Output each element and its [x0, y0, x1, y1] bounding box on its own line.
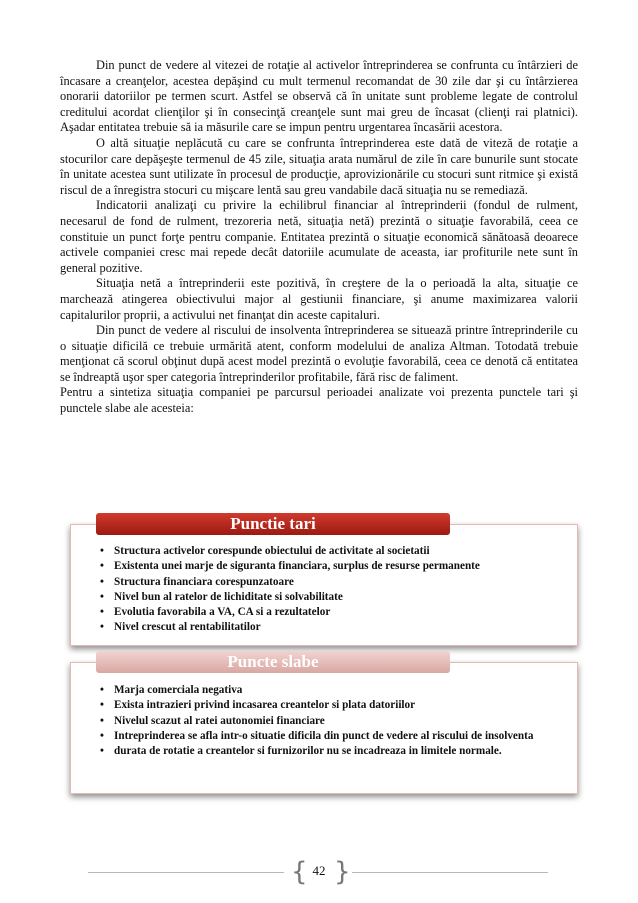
page-number: 42: [312, 863, 326, 878]
list-item: • Structura activelor corespunde obiectului de activitate al societatii: [100, 544, 560, 559]
footer-divider-right: [352, 872, 548, 873]
list-item: • durata de rotatie a creantelor si furnizorilor nu se incadreaza in limitele normale.: [100, 744, 560, 759]
body-text: [60, 58, 578, 417]
paragraph-insolvency-risk: Din punct de vedere al riscului de insolventa întreprinderea se situează printre întreprinderile cu o situaţie dificilă ce trebuie urmărită atent, conform modelului de analiza Altman. Totodată trebuie menţionat că scorul obţinut după acest model prezintă o evoluţie favorabilă, ceea ce denotă că entitatea se îndreaptă uşor sper categoria întreprinderilor profitabile, fără risc de faliment.: [60, 323, 578, 384]
list-item: • Evolutia favorabila a VA, CA si a rezultatelor: [100, 605, 560, 620]
weaknesses-list: [100, 683, 560, 759]
footer-brace-right: }: [334, 857, 351, 887]
list-item: • Structura financiara corespunzatoare: [100, 575, 560, 590]
weaknesses-title: Puncte slabe: [96, 651, 450, 673]
paragraph-rotation-stocks: O altă situaţie neplăcută cu care se confrunta întreprinderea este dată de viteză de rotaţie a stocurilor care depăşeşte termenul de 45 zile, situaţia arata numărul de zile în care bunurile sunt stocate în unitate acestea sunt utilizate în procesul de producţie, aprovizionările cu stocuri sunt ritmice şi există riscul de a înregistra stocuri cu mişcare lentă sau greu vandabile dacă situaţia nu se remediază.: [60, 135, 578, 197]
paragraph-financial-balance: Indicatorii analizaţi cu privire la echilibrul financiar al întreprinderii (fondul de rulment, necesarul de fond de rulment, trezoreria netă, situaţia netă) prezintă o situaţie favorabilă, ceea ce constituie un punct forţe pentru companie. Entitatea prezintă o situaţie economică sănătoasă deoarece activele companiei cresc mai repede decât datoriile acumulate de aceasta, iar profiturile nete sunt în general pozitive.: [60, 198, 578, 275]
footer-brace-left: {: [291, 857, 308, 887]
list-item: • Intreprinderea se afla intr-o situatie dificila din punct de vedere al riscului de insolventa: [100, 729, 560, 744]
paragraph-closing: Pentru a sintetiza situaţia companiei pe parcursul perioadei analizate voi prezenta punctele tari şi punctele slabe ale acesteia:: [60, 385, 578, 416]
strengths-list: [100, 544, 560, 636]
paragraph-rotation-assets: Din punct de vedere al vitezei de rotaţie al activelor întreprinderea se confrunta cu întârzieri de încasare a creanţelor, acestea depăşind cu mult termenul recomandat de 30 zile dar şi cu întârzierea onorarii datoriilor pe termen scurt. Astfel se observă că în unitate sunt probleme legate de controlul creditului acordat clienţilor şi în consecinţă creanţele sunt mai greu de încasat (clienţi rai platnici). Aşadar entitatea trebuie să ia măsurile care se impun pentru urgentarea încasării acestora.: [60, 58, 578, 135]
paragraph-net-situation: Situaţia netă a întreprinderii este pozitivă, în creştere de la o perioadă la alta, situaţie ce marchează atingerea obiectivului major al gestiunii financiare, şi anume maximizarea valorii capitalurilor proprii, a activului net finanţat din aceste capitaluri.: [60, 276, 578, 322]
footer-divider-left: [88, 872, 284, 873]
list-item: • Exista intrazieri privind incasarea creantelor si plata datoriilor: [100, 698, 560, 713]
list-item: • Nivel bun al ratelor de lichiditate si solvabilitate: [100, 590, 560, 605]
list-item: • Existenta unei marje de siguranta financiara, surplus de resurse permanente: [100, 559, 560, 574]
strengths-title: Punctie tari: [96, 513, 450, 535]
list-item: • Marja comerciala negativa: [100, 683, 560, 698]
list-item: • Nivel crescut al rentabilitatilor: [100, 620, 560, 635]
list-item: • Nivelul scazut al ratei autonomiei financiare: [100, 714, 560, 729]
